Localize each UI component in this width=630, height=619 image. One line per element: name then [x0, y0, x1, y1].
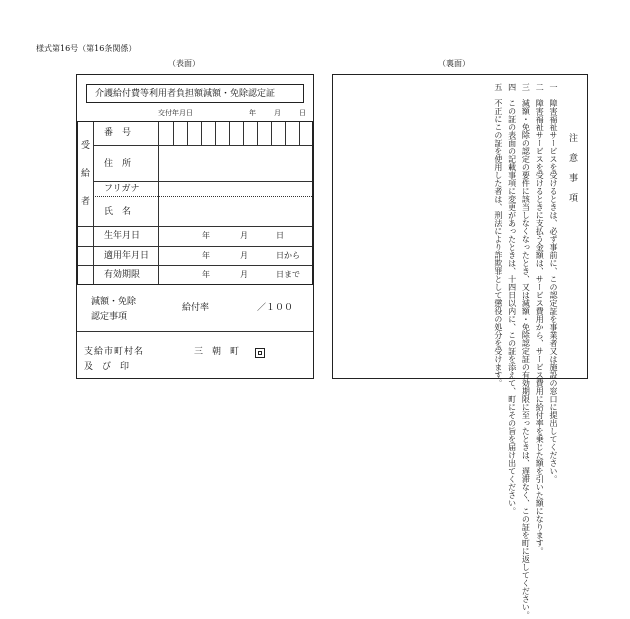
note-item — [532, 83, 545, 555]
benefit-rate-label: 給付率 — [182, 303, 210, 313]
back-notes-panel — [332, 74, 588, 619]
address-label: 住 所 — [104, 159, 132, 169]
note-2-text: 障害福祉サービスを受けるときに支払う金額は、サービス費用から、サービス費用に給付率を乗じた額を引いた額になります。 — [535, 99, 545, 555]
recipient-label-2: 給 — [81, 169, 91, 179]
birthdate-label: 生年月日 — [104, 231, 141, 241]
valid-until-label: 有効期限 — [104, 270, 141, 280]
issuer-label-line2: 及 び 印 — [84, 362, 130, 372]
note-2-number: 二 — [535, 83, 545, 91]
birthdate-month: 月 — [240, 231, 248, 240]
reduction-label-line2: 認定事項 — [91, 312, 128, 322]
note-item — [505, 83, 518, 515]
note-3-number: 三 — [521, 83, 531, 91]
applied-date-label: 適用年月日 — [104, 251, 150, 261]
recipient-label-3: 者 — [81, 197, 91, 207]
notes-list — [491, 83, 559, 619]
benefit-rate-value: ／１００ — [257, 303, 294, 313]
valid-until-day: 日まで — [276, 270, 300, 279]
name-label: 氏 名 — [104, 207, 132, 217]
front-side-label: （表面） — [168, 59, 200, 68]
reduction-label-line1: 減額・免除 — [91, 297, 137, 307]
note-5-number: 五 — [493, 83, 503, 91]
certificate-title: 介護給付費等利用者負担額減額・免除認定証 — [95, 89, 276, 99]
note-item — [491, 83, 504, 387]
issuer-label-line1: 支給市町村名 — [84, 347, 145, 357]
applied-date-day: 日から — [276, 251, 300, 260]
recipient-table — [77, 121, 313, 285]
issue-date-year: 年 — [249, 109, 256, 117]
municipality-name: 三 朝 町 — [194, 347, 240, 357]
issue-date-day: 日 — [299, 109, 306, 117]
note-1-text: 障害福祉サービスを受けるときは、必ず事前に、この認定証を事業者又は施設の窓口に提出してください。 — [549, 99, 558, 483]
note-item — [546, 83, 559, 483]
birthdate-year: 年 — [202, 231, 210, 240]
note-item — [519, 83, 532, 619]
valid-until-year: 年 — [202, 270, 210, 279]
note-3-text: 減額・免除の認定の要件に該当しなくなったとき、又は減額・免除認定証の有効期限に至ったときは、遅滞なく、この証を町に返してください。 — [521, 99, 531, 619]
valid-until-month: 月 — [240, 270, 248, 279]
issue-date-month: 月 — [274, 109, 281, 117]
recipient-label-1: 受 — [81, 141, 91, 151]
notes-heading: 注 意 事 項 — [567, 133, 577, 203]
front-certificate — [76, 74, 314, 379]
note-1-number: 一 — [549, 83, 558, 91]
birthdate-day: 日 — [276, 231, 284, 240]
issue-date-label: 交付年月日 — [158, 109, 193, 117]
official-seal-icon — [255, 348, 265, 358]
note-5-text: 不正にこの証を使用した者は、刑法により詐欺罪として懲役の処分を受けます。 — [493, 99, 503, 387]
furigana-label: フリガナ — [104, 184, 140, 194]
note-4-number: 四 — [507, 83, 517, 91]
applied-date-year: 年 — [202, 251, 210, 260]
applied-date-month: 月 — [240, 251, 248, 260]
back-side-label: （裏面） — [438, 59, 470, 68]
note-4-text: この証の表面の記載事項に変更があったときは、十四日以内に、この証を添えて、町にその旨を届け出てください。 — [507, 99, 517, 515]
number-label: 番 号 — [104, 128, 132, 138]
form-number: 様式第16号（第16条関係） — [36, 44, 137, 53]
